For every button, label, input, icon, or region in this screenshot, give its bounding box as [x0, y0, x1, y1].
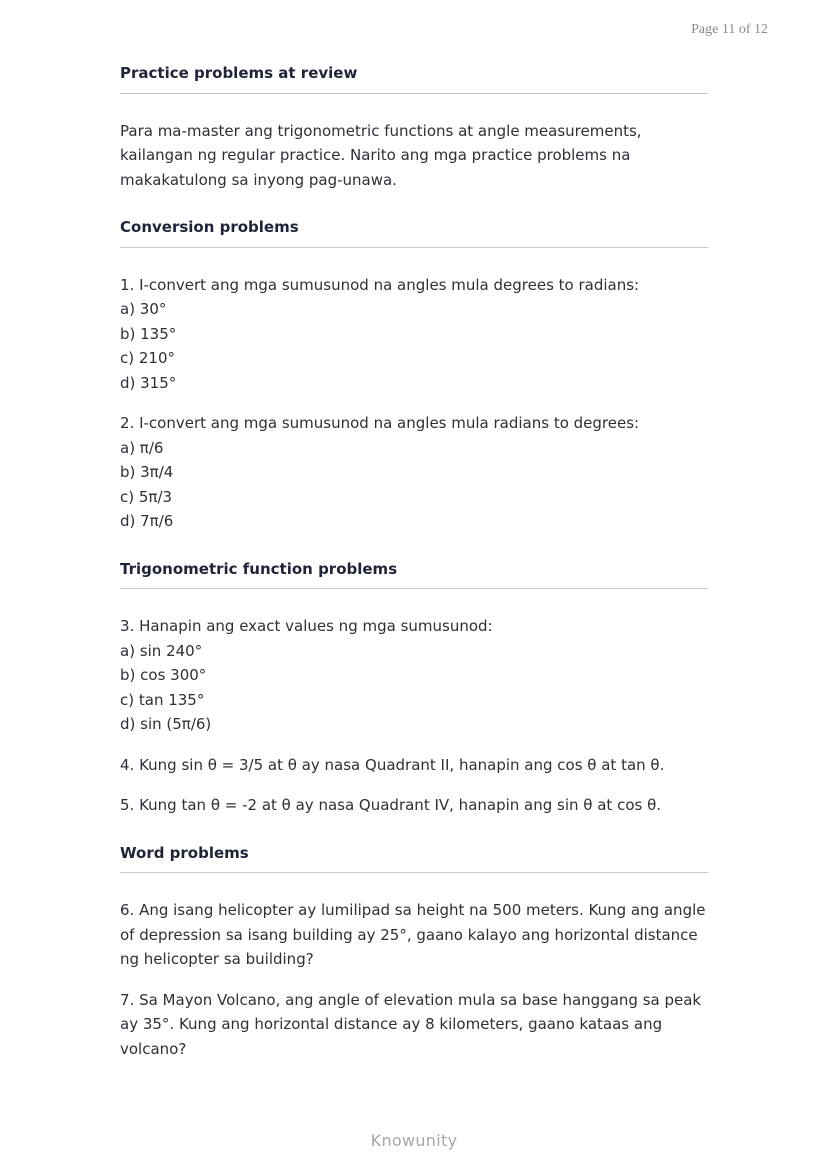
problem-2-item-d: d) 7π/6 [120, 512, 174, 530]
problem-2-question: 2. I-convert ang mga sumusunod na angles mula radians to degrees: [120, 414, 640, 432]
problem-2-item-c: c) 5π/3 [120, 487, 173, 506]
problem-3-item-c: c) tan 135° [120, 690, 205, 709]
problem-1-item-b: b) 135° [120, 324, 177, 343]
section-heading-word: Word problems [120, 844, 708, 874]
problem-3-question: 3. Hanapin ang exact values ng mga sumusunod: [120, 617, 493, 635]
problem-3-item-b: b) cos 300° [120, 666, 207, 684]
section-heading-trig: Trigonometric function problems [120, 560, 708, 590]
problem-4: 4. Kung sin θ = 3/5 at θ ay nasa Quadrant II, hanapin ang cos θ at tan θ. [120, 755, 665, 774]
intro-paragraph: Para ma-master ang trigonometric functions at angle measurements, kailangan ng regular practice. Narito ang mga practice problems na makakatulong sa inyong pag-unawa. [120, 121, 642, 189]
problem-7: 7. Sa Mayon Volcano, ang angle of elevation mula sa base hanggang sa peak ay 35°. Kung ang horizontal distance ay 8 kilometers, gaano kataas ang volcano? [120, 990, 702, 1058]
problem-1-question: 1. I-convert ang mga sumusunod na angles mula degrees to radians: [120, 275, 640, 294]
problem-3 [120, 614, 708, 737]
problem-2-item-a: a) π/6 [120, 438, 164, 457]
page-number: Page 11 of 12 [691, 22, 768, 37]
problem-1-item-d: d) 315° [120, 373, 177, 392]
problem-1 [120, 273, 708, 396]
problem-3-item-d: d) sin (5π/6) [120, 715, 212, 733]
problem-3-item-a: a) sin 240° [120, 641, 203, 660]
problem-5: 5. Kung tan θ = -2 at θ ay nasa Quadrant IV, hanapin ang sin θ at cos θ. [120, 796, 662, 814]
problem-2 [120, 411, 708, 534]
problem-2-item-b: b) 3π/4 [120, 463, 174, 481]
problem-1-item-c: c) 210° [120, 349, 175, 367]
problem-1-item-a: a) 30° [120, 300, 167, 318]
section-heading-conversion: Conversion problems [120, 218, 708, 248]
document-content [120, 64, 708, 1061]
section-heading-review: Practice problems at review [120, 64, 708, 94]
problem-6: 6. Ang isang helicopter ay lumilipad sa height na 500 meters. Kung ang angle of depression sa isang building ay 25°, gaano kalayo ang horizontal distance ng helicopter sa building? [120, 901, 706, 968]
knowunity-logo: Knowunity [370, 1131, 458, 1150]
